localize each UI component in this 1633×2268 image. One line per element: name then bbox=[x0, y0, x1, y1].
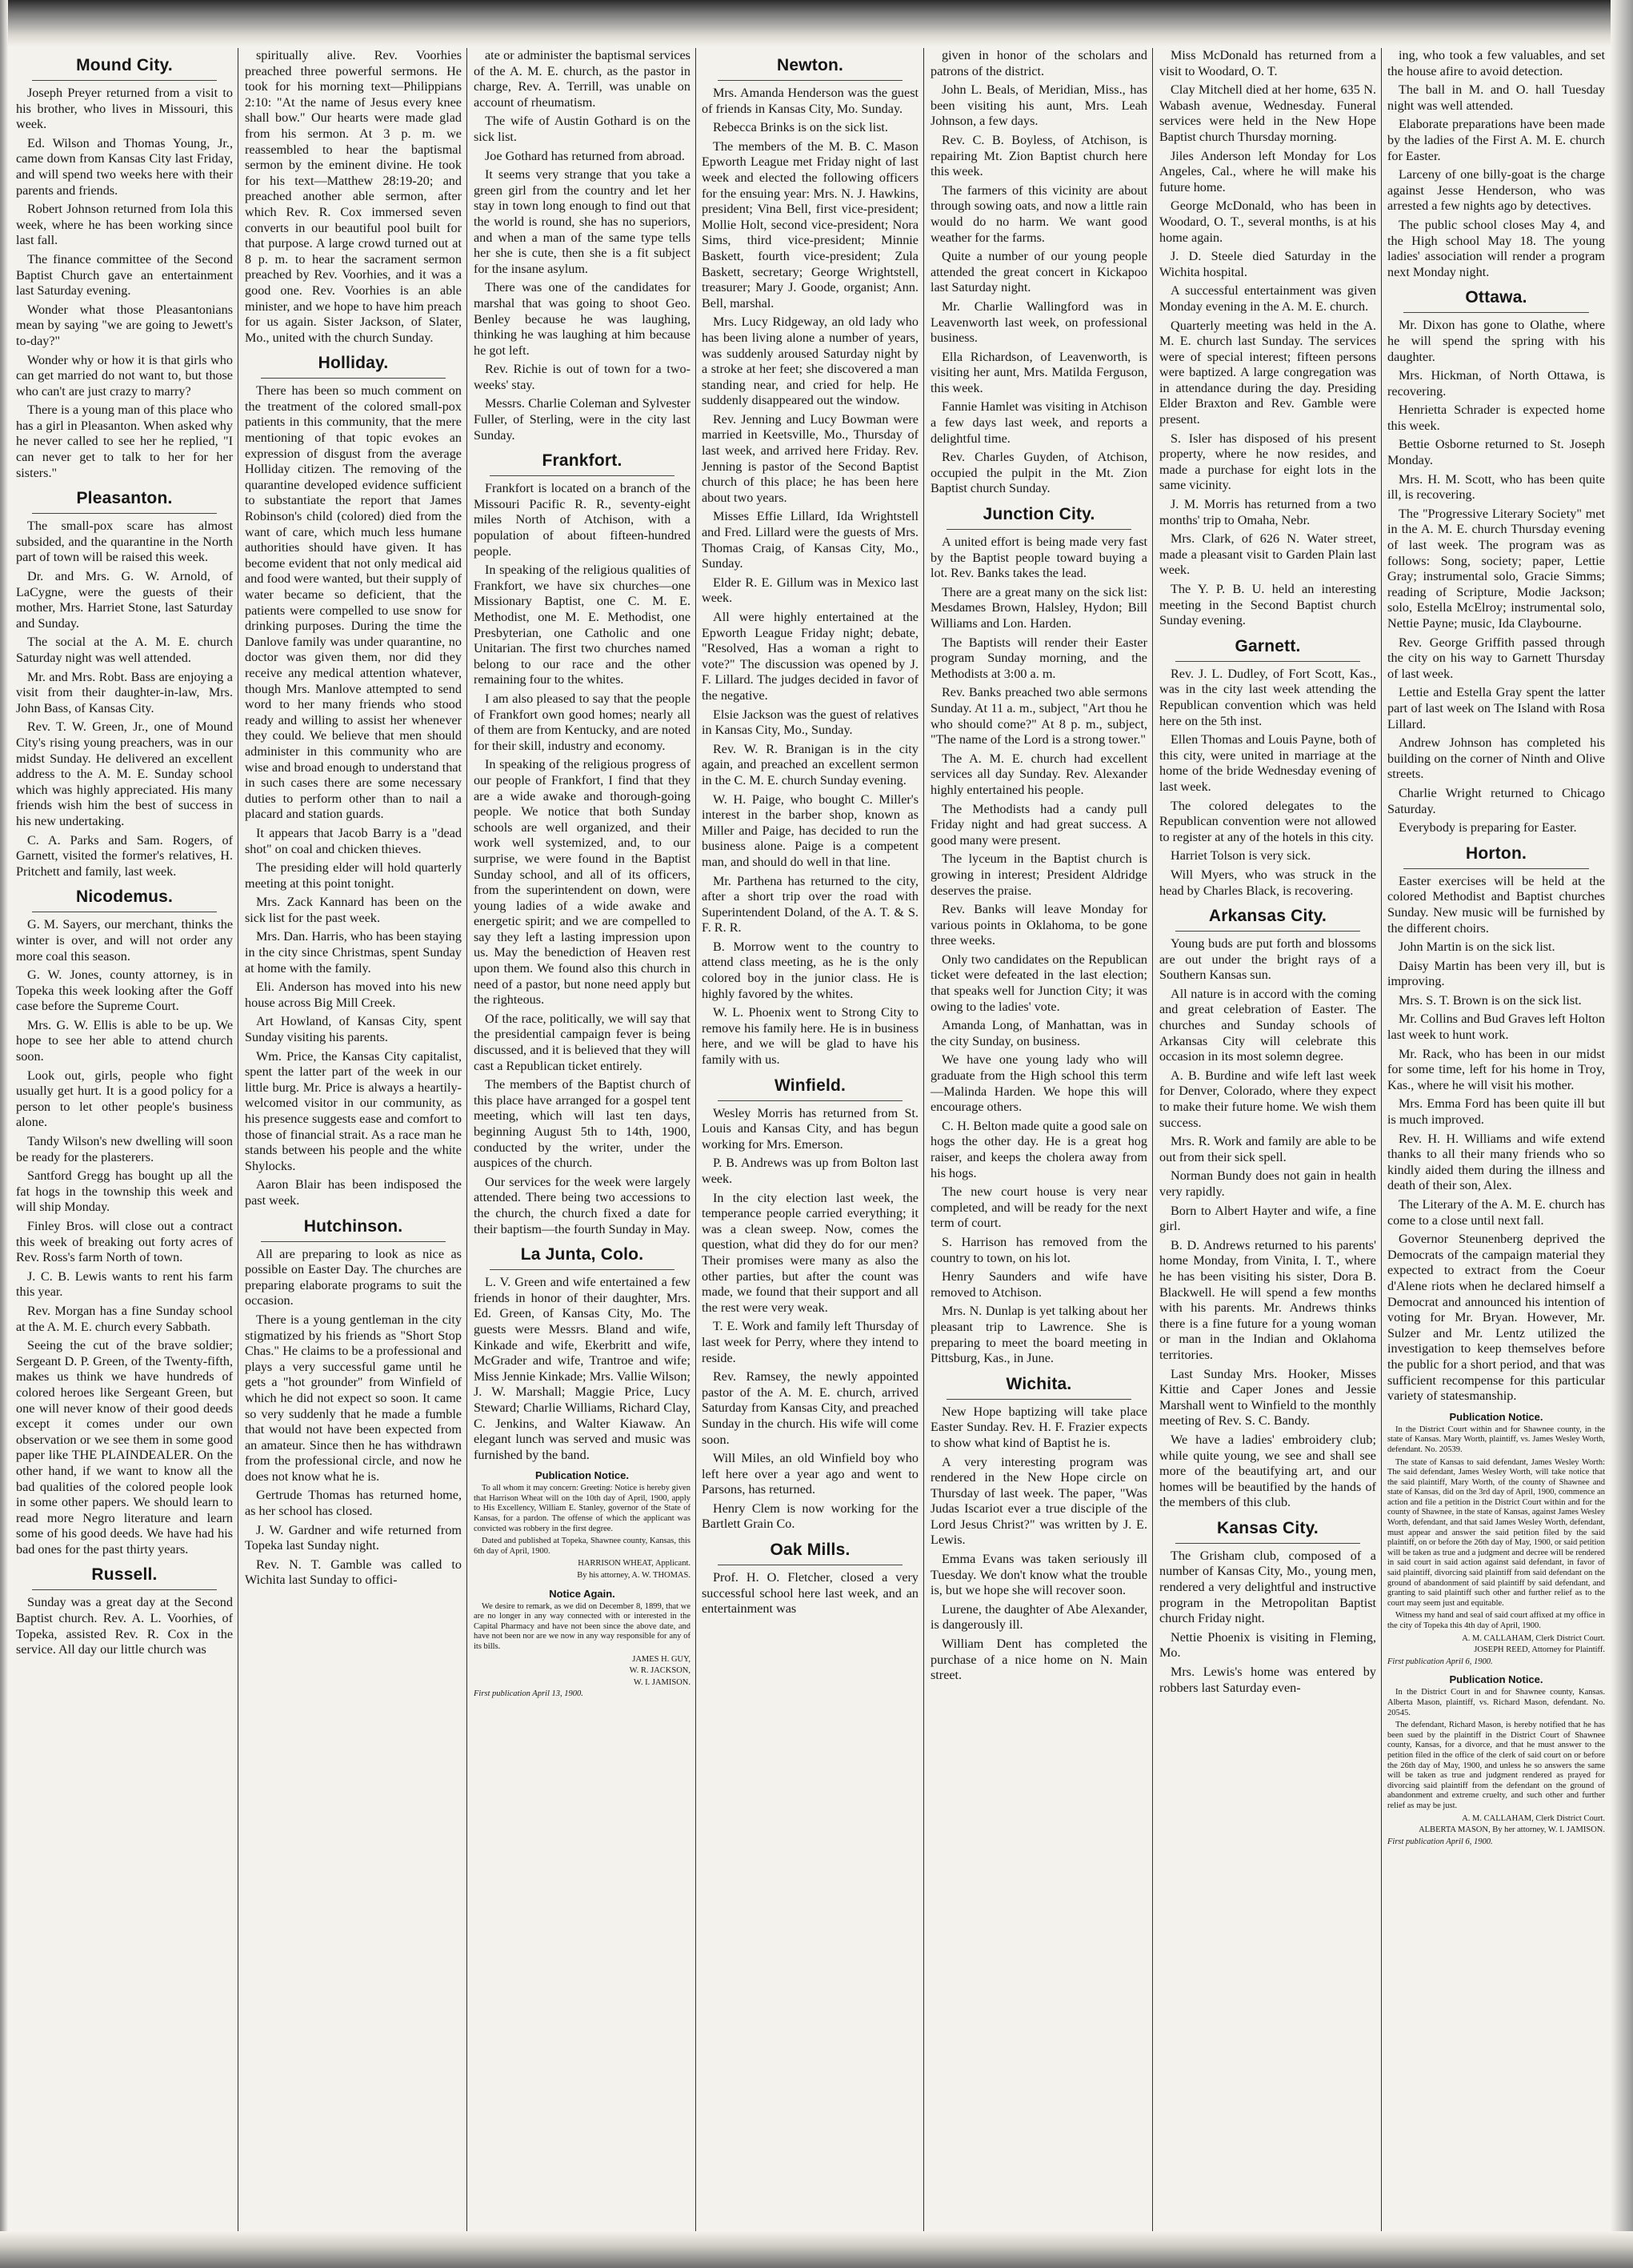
news-item: Robert Johnson returned from Iola this week, where he has been working since last fall. bbox=[16, 202, 233, 248]
news-item: Mrs. Zack Kannard has been on the sick list for the past week. bbox=[245, 895, 462, 925]
news-item: Rev. Banks preached two able sermons Sunday. At 11 a. m., subject, "Art thou he who should come?" At 8 p. m., subject, "The name of the Lord is a strong tower." bbox=[931, 685, 1147, 747]
news-item: Andrew Johnson has completed his building on the corner of Ninth and Olive streets. bbox=[1387, 735, 1605, 782]
news-item: Rev. C. B. Boyless, of Atchison, is repairing Mt. Zion Baptist church here this week. bbox=[931, 132, 1147, 179]
news-item: The members of the Baptist church of this place have arranged for a gospel tent meeting, which will last ten days, beginning August 5th to 14th, 1900, conducted by the writer, under the auspices of the church. bbox=[474, 1077, 690, 1171]
news-item: Born to Albert Hayter and wife, a fine girl. bbox=[1159, 1203, 1376, 1234]
news-item: Mrs. Amanda Henderson was the guest of friends in Kansas City, Mo. Sunday. bbox=[702, 86, 919, 116]
news-item: In the city election last week, the temperance people carried everything; it was a clean sweep. Now, comes the question, what did they do for our men? Their promises were many as also the other parties, but after the count was made, we found that their support and all the rest were very weak. bbox=[702, 1190, 919, 1315]
news-item: There is a young man of this place who has a girl in Pleasanton. When asked why he never called to see her he replied, "I can never get to talk to her for her sisters." bbox=[16, 403, 233, 480]
news-item: spiritually alive. Rev. Voorhies preached three powerful sermons. He took for his morning text—Philippians 2:10: "At the name of Jesus every knee shall bow." Our hearts were made glad from his sermon. At 3 p. m. we reassembled to hear the baptismal sermon by the eminent divine. He took for his text—Matthew 28:19-20; and preached another able sermon, after which Rev. R. Cox immersed seven converts in our beautiful pool built for that purpose. A large crowd turned out at 8 p. m. to hear the sacrament sermon preached by Rev. Voorhies, and it was a good one. Rev. Voorhies is an able minister, and we hope to have him preach for us again. Sister Jackson, of Slater, Mo., united with the church Sunday. bbox=[245, 48, 462, 345]
news-item: Rev. J. L. Dudley, of Fort Scott, Kas., was in the city last week attending the Republican convention which was held here on the 5th inst. bbox=[1159, 666, 1376, 728]
notice-signature: JAMES H. GUY, bbox=[632, 1654, 690, 1664]
news-item: The Methodists had a candy pull Friday night and had great success. A good many were present. bbox=[931, 801, 1147, 847]
news-item: Mrs. G. W. Ellis is able to be up. We hope to see her able to attend church soon. bbox=[16, 1017, 233, 1064]
news-item: Mrs. S. T. Brown is on the sick list. bbox=[1399, 992, 1582, 1008]
news-item: We have a ladies' embroidery club; while quite young, we see and shall see more of the beautifying art, and our homes will be beautified by the hands of the members of this club. bbox=[1159, 1432, 1376, 1510]
news-item: Quarterly meeting was held in the A. M. E. church last Sunday. The services were of special interest; fifteen persons were baptized. A large congregation was in attendance during the day. Presiding Elder Braxton and Rev. Gamble were present. bbox=[1159, 318, 1376, 427]
news-item: Joseph Preyer returned from a visit to his brother, who lives in Missouri, this week. bbox=[16, 86, 233, 132]
heading-rule bbox=[718, 80, 903, 81]
publication-date: First publication April 6, 1900. bbox=[1387, 1837, 1493, 1846]
news-item: The social at the A. M. E. church Saturday night was well attended. bbox=[16, 635, 233, 665]
news-item: J. W. Gardner and wife returned from Topeka last Sunday night. bbox=[245, 1522, 462, 1553]
section-heading: Winfield. bbox=[774, 1076, 847, 1095]
news-item: Wesley Morris has returned from St. Louis and Kansas City, and has begun working for Mrs. Emerson. bbox=[702, 1105, 919, 1152]
notice-signature: By his attorney, A. W. THOMAS. bbox=[577, 1571, 690, 1581]
notice-signature: W. I. JAMISON. bbox=[633, 1677, 690, 1687]
heading-rule bbox=[1403, 312, 1589, 313]
news-item: Dr. and Mrs. G. W. Arnold, of LaCygne, were the guests of their mother, Mrs. Harriet Stone, last Saturday and Sunday. bbox=[16, 569, 233, 631]
notice-text: To all whom it may concern: Greeting: Notice is hereby given that Harrison Wheat will on the 10th day of April, 1900, apply to His Excellency, William E. Stanley, governor of the State of Kansas, for a pardon. The offense of which the applicant was convicted was robbery in the first degree. bbox=[474, 1484, 690, 1533]
news-item: The "Progressive Literary Society" met in the A. M. E. church Thursday evening of last week. The program was as follows: Song, society; paper, Lettie Gray; instrumental solo, Gracie Simms; reading of Scripture, Modie Jackson; solo, Estella McElroy; instrumental solo, Nettie Payne; music, Ida Claybourne. bbox=[1387, 506, 1605, 631]
news-item: Mrs. Lewis's home was entered by robbers last Saturday even- bbox=[1159, 1665, 1376, 1695]
news-item: T. E. Work and family left Thursday of last week for Perry, where they intend to reside. bbox=[702, 1319, 919, 1365]
news-item: Rev. George Griffith passed through the city on his way to Garnett Thursday of last week. bbox=[1387, 635, 1605, 681]
news-item: L. V. Green and wife entertained a few friends in honor of their daughter, Mrs. Ed. Green, of Kansas City, Mo. The guests were Messrs. Bland and wife, Kinkade and wife, Ekerbritt and wife, McGrader and wife, Trantroe and wife; Miss Jennie Kinkade; Mrs. Vallie Wilson; J. W. Marshall; Maggie Price, Lucy Steward; Charlie Williams, Richard Clay, C. Jenkins, and Walter Kiawaw. An elegant lunch was served and music was furnished by the band. bbox=[474, 1275, 690, 1462]
news-item: We have one young lady who will graduate from the High school this term—Malinda Harden. We hope this will encourage others. bbox=[931, 1052, 1147, 1115]
news-item: Harriet Tolson is very sick. bbox=[1171, 848, 1311, 864]
notice-text: Dated and published at Topeka, Shawnee county, Kansas, this 6th day of April, 1900. bbox=[474, 1537, 690, 1556]
news-item: Mrs. Dan. Harris, who has been staying in the city since Christmas, spent Sunday at home with the family. bbox=[245, 929, 462, 976]
news-item: Look out, girls, people who fight usually get hurt. It is a good policy for a person to let other people's business alone. bbox=[16, 1068, 233, 1130]
column-7 bbox=[1383, 48, 1610, 2231]
notice-text: We desire to remark, as we did on December 8, 1899, that we are no longer in any way connected with or interested in the Capital Pharmacy and have not been since the above date, and have not been nor are we now in any way responsible for any of its bills. bbox=[474, 1601, 690, 1651]
news-item: Governor Steunenberg deprived the Democrats of the campaign material they expected to extract from the Coeur d'Alene riots when he declared himself a Democrat and announced his intention of voting for Mr. Bryan. However, Mr. Sulzer and Mr. Lentz utilized the investigation to keep themselves before the public for a short period, and that was sufficient recompense for this particular variety of statesmanship. bbox=[1387, 1232, 1605, 1404]
news-item: Rev. T. W. Green, Jr., one of Mound City's rising young preachers, was in our midst Sunday. He delivered an excellent address to the A. M. E. Sunday school which was highly appreciated. His many friends wish him the best of success in his new undertaking. bbox=[16, 719, 233, 828]
section-heading: Newton. bbox=[776, 56, 844, 74]
news-item: Ellen Thomas and Louis Payne, both of this city, were united in marriage at the home of the bride Wednesday evening of last week. bbox=[1159, 732, 1376, 794]
news-item: P. B. Andrews was up from Bolton last week. bbox=[702, 1156, 919, 1186]
section-heading: Garnett. bbox=[1235, 636, 1301, 655]
section-heading: Hutchinson. bbox=[303, 1216, 403, 1236]
news-item: Mrs. Hickman, of North Ottawa, is recovering. bbox=[1387, 368, 1605, 399]
news-item: Larceny of one billy-goat is the charge against Jesse Henderson, who was arrested a few nights ago by detectives. bbox=[1387, 167, 1605, 214]
section-heading: Horton. bbox=[1465, 843, 1527, 863]
news-item: Mr. Dixon has gone to Olathe, where he will spend the spring with his daughter. bbox=[1387, 318, 1605, 364]
news-item: In speaking of the religious qualities of Frankfort, we have six churches—one Missionary Baptist, one C. M. E. Methodist, one M. E. Methodist, one Presbyterian, one Catholic and one Unitarian. The first two churches named belong to our race and the other remaining four to the whites. bbox=[474, 563, 690, 687]
news-item: Wonder why or how it is that girls who can get married do not want to, but those who can't are just crazy to marry? bbox=[16, 352, 233, 399]
column-3 bbox=[469, 48, 696, 2231]
heading-rule bbox=[1175, 1543, 1360, 1544]
news-item: Charlie Wright returned to Chicago Saturday. bbox=[1387, 785, 1605, 816]
news-item: Mr. Collins and Bud Graves left Holton last week to hunt work. bbox=[1387, 1012, 1605, 1043]
notice-text: In the District Court in and for Shawnee county, Kansas. Alberta Mason, plaintiff, vs. Richard Mason, defendant. No. 20545. bbox=[1387, 1688, 1605, 1717]
news-item: Norman Bundy does not gain in health very rapidly. bbox=[1159, 1168, 1376, 1199]
news-item: The new court house is very near completed, and will be ready for the next term of court. bbox=[931, 1184, 1147, 1231]
section-heading: Frankfort. bbox=[542, 451, 622, 471]
heading-rule bbox=[490, 1269, 674, 1270]
news-item: It seems very strange that you take a green girl from the country and let her stay in town long enough to find out that the world is round, she has no superiors, and when a man of the same type tells her she is cute, then she is a fit subject for the insane asylum. bbox=[474, 167, 690, 276]
news-item: Aaron Blair has been indisposed the past week. bbox=[245, 1177, 462, 1208]
news-item: Wm. Price, the Kansas City capitalist, spent the latter part of the week in our little burg. Mr. Price is always a heartily-welcomed visitor in our community, as his presence suggests ease and comfort to those of financial strait. As a race man he stands between his people and the white Shylocks. bbox=[245, 1048, 462, 1173]
column-6 bbox=[1155, 48, 1382, 2231]
news-item: Everybody is preparing for Easter. bbox=[1399, 820, 1577, 835]
news-item: Ella Richardson, of Leavenworth, is visiting her aunt, Mrs. Matilda Ferguson, this week. bbox=[931, 349, 1147, 395]
heading-rule bbox=[1403, 868, 1589, 869]
heading-rule bbox=[261, 378, 446, 379]
news-item: Will Myers, who was struck in the head by Charles Black, is recovering. bbox=[1159, 867, 1376, 898]
news-item: Misses Effie Lillard, Ida Wrightstell and Fred. Lillard were the guests of Mrs. Thomas Craig, of Kansas City, Mo., Sunday. bbox=[702, 509, 919, 571]
section-heading: Junction City. bbox=[983, 505, 1095, 524]
news-item: Rev. Banks will leave Monday for various points in Oklahoma, to be gone three weeks. bbox=[931, 902, 1147, 948]
news-item: Elder R. E. Gillum was in Mexico last week. bbox=[702, 575, 919, 606]
heading-rule bbox=[947, 529, 1131, 530]
news-item: Will Miles, an old Winfield boy who left here over a year ago and went to Parsons, has returned. bbox=[702, 1451, 919, 1497]
news-item: Daisy Martin has been very ill, but is improving. bbox=[1387, 958, 1605, 989]
news-item: In speaking of the religious progress of our people of Frankfort, I find that they are a wide awake and thorough-going people. We notice that both Sunday schools are well organized, and their work well systemized, and, to our surprise, we were found in the Baptist Sunday school, and all of its officers, from the superintendent on down, were young ladies of a wide awake and energetic spirit; and we are compelled to say they left a lasting impression upon us. May the benediction of Heaven rest upon them. We found also this church in need of a pastor, but none need apply but the righteous. bbox=[474, 757, 690, 1008]
news-item: Messrs. Charlie Coleman and Sylvester Fuller, of Sterling, were in the city last Sunday. bbox=[474, 396, 690, 443]
news-item: New Hope baptizing will take place Easter Sunday. Rev. H. F. Frazier expects to show what kind of Baptist he is. bbox=[931, 1404, 1147, 1450]
news-item: B. Morrow went to the country to attend class meeting, as he is the only colored boy in the junior class. He is highly favored by the whites. bbox=[702, 939, 919, 1001]
heading-rule bbox=[261, 1241, 446, 1242]
news-item: The members of the M. B. C. Mason Epworth League met Friday night of last week and elected the following officers for the ensuing year: Mrs. N. J. Hawkins, president; Vina Bell, first vice-president; Mollie Holt, second vice-president; Nora Sims, third vice-president; Minnie Baskett, fourth vice-president; Zula Baskett, secretary; George Wrightstell, treasurer; Mary J. Goode, organist; Ann. Bell, marshal. bbox=[702, 138, 919, 311]
notice-signature: A. M. CALLAHAM, Clerk District Court. bbox=[1462, 1633, 1605, 1643]
news-item: Clay Mitchell died at her home, 635 N. Wabash avenue, Wednesday. Funeral services were held in the New Hope Baptist church Thursday morning. bbox=[1159, 82, 1376, 144]
news-item: John Martin is on the sick list. bbox=[1399, 940, 1555, 955]
news-item: Mrs. Lucy Ridgeway, an old lady who has been living alone a number of years, was suddenly aroused Saturday night by a stroke at her feet; she discovered a man standing near, and cried for help. He suddenly disappeared out the window. bbox=[702, 315, 919, 408]
notice-signature: A. M. CALLAHAM, Clerk District Court. bbox=[1462, 1813, 1605, 1823]
news-item: J. M. Morris has returned from a two months' trip to Omaha, Nebr. bbox=[1159, 497, 1376, 527]
news-item: Elsie Jackson was the guest of relatives in Kansas City, Mo., Sunday. bbox=[702, 707, 919, 738]
news-item: The A. M. E. church had excellent services all day Sunday. Rev. Alexander highly entertained his people. bbox=[931, 751, 1147, 797]
heading-rule bbox=[1175, 931, 1360, 932]
section-heading: Holliday. bbox=[318, 354, 389, 373]
news-item: Joe Gothard has returned from abroad. bbox=[485, 148, 685, 163]
newspaper-columns bbox=[11, 48, 1611, 2231]
news-item: The lyceum in the Baptist church is growing in interest; President Aldridge deserves the praise. bbox=[931, 852, 1147, 898]
news-item: Tandy Wilson's new dwelling will soon be ready for the plasterers. bbox=[16, 1134, 233, 1164]
news-item: C. A. Parks and Sam. Rogers, of Garnett, visited the former's relatives, H. Pritchett and family, last week. bbox=[16, 832, 233, 879]
news-item: The small-pox scare has almost subsided, and the quarantine in the North part of town will be raised this week. bbox=[16, 519, 233, 565]
news-item: There was one of the candidates for marshal that was going to shoot Geo. Benley because he was laughing, thinking he was laughing at him because he got left. bbox=[474, 280, 690, 358]
news-item: The finance committee of the Second Baptist Church gave an entertainment last Saturday evening. bbox=[16, 251, 233, 299]
news-item: All nature is in accord with the coming and great celebration of Easter. The churches and Sunday schools of Arkansas City will celebrate this occasion in its most solemn degree. bbox=[1159, 986, 1376, 1064]
news-item: Last Sunday Mrs. Hooker, Misses Kittie and Caper Jones and Jessie Marshall went to Winfield to the monthly meeting of Rev. S. C. Bandy. bbox=[1159, 1366, 1376, 1429]
column-1 bbox=[11, 48, 238, 2231]
news-item: Amanda Long, of Manhattan, was in the city Sunday, on business. bbox=[931, 1018, 1147, 1048]
news-item: Art Howland, of Kansas City, spent Sunday visiting his parents. bbox=[245, 1014, 462, 1045]
news-item: Frankfort is located on a branch of the Missouri Pacific R. R., seventy-eight miles North of Atchison, with a population of about fifteen-hundred people. bbox=[474, 481, 690, 559]
news-item: A very interesting program was rendered in the New Hope circle on Thursday of last week. The paper, "Was Judas Iscariot ever a true disciple of the Lord Jesus Christ?" was written by J. E. Lewis. bbox=[931, 1454, 1147, 1548]
news-item: Santford Gregg has bought up all the fat hogs in the township this week and will ship Monday. bbox=[16, 1168, 233, 1215]
notice-text: The defendant, Richard Mason, is hereby notified that he has been sued by the plaintiff in the District Court of Shawnee county, Kansas, for a divorce, and that he must answer to the petition filed in the office of the clerk of said court on or before the 26th day of May, 1900, and unless he so answers the same will be taken as true and judgment rendered as prayed for divorcing said plaintiff from the defendant on the ground of abandonment and extreme cruelty, and such other and further relief as may be just. bbox=[1387, 1721, 1605, 1810]
notice-title: Notice Again. bbox=[549, 1587, 615, 1600]
page-right-edge bbox=[1611, 0, 1633, 2268]
news-item: William Dent has completed the purchase of a nice home on N. Main street. bbox=[931, 1637, 1147, 1683]
column-5 bbox=[926, 48, 1153, 2231]
news-item: J. C. B. Lewis wants to rent his farm this year. bbox=[16, 1268, 233, 1300]
page-left-edge bbox=[0, 0, 8, 2268]
news-item: Quite a number of our young people attended the great concert in Kickapoo last Saturday night. bbox=[931, 249, 1147, 295]
heading-rule bbox=[718, 1100, 903, 1101]
news-item: There are a great many on the sick list: Mesdames Brown, Halsley, Hydon; Bill Williams and Lon. Harden. bbox=[931, 584, 1147, 631]
news-item: It appears that Jacob Barry is a "dead shot" on coal and chicken thieves. bbox=[245, 825, 462, 856]
news-item: Rev. W. R. Branigan is in the city again, and preached an excellent sermon in the C. M. E. church Sunday evening. bbox=[702, 741, 919, 787]
news-item: Rev. Charles Guyden, of Atchison, occupied the pulpit in the Mt. Zion Baptist church Sunday. bbox=[931, 450, 1147, 496]
news-item: All are preparing to look as nice as possible on Easter Day. The churches are preparing elaborate programs to suit the occasion. bbox=[245, 1246, 462, 1308]
notice-title: Publication Notice. bbox=[1449, 1410, 1543, 1423]
notice-signature: HARRISON WHEAT, Applicant. bbox=[578, 1559, 690, 1569]
news-item: The farmers of this vicinity are about through sowing oats, and now a little rain would do no harm. We want good weather for the farms. bbox=[931, 182, 1147, 245]
section-heading: Wichita. bbox=[1006, 1374, 1072, 1393]
section-heading: Kansas City. bbox=[1217, 1518, 1319, 1537]
section-heading: Arkansas City. bbox=[1208, 907, 1327, 926]
news-item: Eli. Anderson has moved into his new house across Big Mill Creek. bbox=[245, 980, 462, 1010]
column-4 bbox=[697, 48, 924, 2231]
notice-signature: JOSEPH REED, Attorney for Plaintiff. bbox=[1474, 1645, 1605, 1655]
section-heading: Mound City. bbox=[76, 56, 173, 74]
news-item: Prof. H. O. Fletcher, closed a very successful school here last week, and an entertainment was bbox=[702, 1570, 919, 1617]
news-item: Henrietta Schrader is expected home this week. bbox=[1387, 403, 1605, 433]
news-item: Mrs. H. M. Scott, who has been quite ill, is recovering. bbox=[1387, 471, 1605, 503]
news-item: The wife of Austin Gothard is on the sick list. bbox=[474, 114, 690, 144]
heading-rule bbox=[32, 80, 217, 81]
news-item: Rev. Morgan has a fine Sunday school at the A. M. E. church every Sabbath. bbox=[16, 1303, 233, 1334]
notice-text: Witness my hand and seal of said court affixed at my office in the city of Topeka this 4th day of April, 1900. bbox=[1387, 1611, 1605, 1630]
news-item: Jiles Anderson left Monday for Los Angeles, Cal., where he will make his future home. bbox=[1159, 148, 1376, 194]
section-heading: La Junta, Colo. bbox=[520, 1245, 644, 1264]
notice-signature: W. R. JACKSON, bbox=[629, 1666, 690, 1676]
news-item: Mr. and Mrs. Robt. Bass are enjoying a visit from their daughter-in-law, Mrs. John Bass, of Kansas City. bbox=[16, 669, 233, 715]
news-item: Rebecca Brinks is on the sick list. bbox=[713, 120, 888, 135]
news-item: I am also pleased to say that the people of Frankfort own good homes; nearly all of them are from Kentucky, and are noted for their skill, industry and economy. bbox=[474, 691, 690, 753]
news-item: Our services for the week were largely attended. There being two accessions to the church, the church fixed a date for their baptism—the fourth Sunday in May. bbox=[474, 1174, 690, 1236]
page-top-edge bbox=[0, 0, 1633, 46]
heading-rule bbox=[32, 1589, 217, 1590]
heading-rule bbox=[490, 475, 674, 476]
news-item: Sunday was a great day at the Second Baptist church. Rev. A. L. Voorhies, of Topeka, assisted Rev. R. Cox in the service. All day our little church was bbox=[16, 1595, 233, 1657]
news-item: Mrs. R. Work and family are able to be out from their sick spell. bbox=[1159, 1134, 1376, 1164]
news-item: Mrs. N. Dunlap is yet talking about her pleasant trip to Lawrence. She is preparing to meet the board meeting in Pittsburg, Kas., in June. bbox=[931, 1304, 1147, 1366]
news-item: Nettie Phoenix is visiting in Fleming, Mo. bbox=[1159, 1629, 1376, 1661]
news-item: Mr. Charlie Wallingford was in Leavenworth last week, on professional business. bbox=[931, 299, 1147, 346]
news-item: The colored delegates to the Republican convention were not allowed to register at any of the hotels in this city. bbox=[1159, 798, 1376, 844]
news-item: Henry Clem is now working for the Bartlett Grain Co. bbox=[702, 1501, 919, 1532]
news-item: Mrs. Clark, of 626 N. Water street, made a pleasant visit to Garden Plain last week. bbox=[1159, 531, 1376, 578]
section-heading: Nicodemus. bbox=[75, 888, 174, 907]
news-item: The Grisham club, composed of a number of Kansas City, Mo., young men, rendered a very delightful and instructive program in the Metropolitan Baptist church Friday night. bbox=[1159, 1548, 1376, 1626]
news-item: The ball in M. and O. hall Tuesday night was well attended. bbox=[1387, 82, 1605, 113]
page-bottom-edge bbox=[0, 2231, 1633, 2268]
section-heading: Pleasanton. bbox=[76, 489, 173, 508]
news-item: W. L. Phoenix went to Strong City to remove his family here. He is in business here, and we will be glad to have his family with us. bbox=[702, 1005, 919, 1068]
news-item: John L. Beals, of Meridian, Miss., has been visiting his aunt, Mrs. Leah Johnson, a few days. bbox=[931, 82, 1147, 129]
news-item: Rev. Richie is out of town for a two-weeks' stay. bbox=[474, 362, 690, 392]
notice-text: In the District Court within and for Shawnee county, in the state of Kansas. Mary Worth, plaintiff, vs. James Wesley Worth, defendant. No. 20539. bbox=[1387, 1425, 1605, 1454]
news-item: Mrs. Emma Ford has been quite ill but is much improved. bbox=[1387, 1096, 1605, 1128]
news-item: Lurene, the daughter of Abe Alexander, is dangerously ill. bbox=[931, 1601, 1147, 1633]
news-item: Seeing the cut of the brave soldier; Sergeant D. P. Green, of the Twenty-fifth, makes us think we have hundreds of colored heroes like Sergeant Green, but one will never know of their good deeds except it comes under our own observation or we see them in some good paper like THE PLAINDEALER. On the other hand, if we want to know all the bad qualities of the colored people look in some other papers. We should learn to read more Negro literature and learn some of his good deeds. We have had his bad ones for the past thirty years. bbox=[16, 1338, 233, 1557]
news-item: ing, who took a few valuables, and set the house afire to avoid detection. bbox=[1387, 48, 1605, 78]
section-heading: Russell. bbox=[91, 1565, 158, 1585]
news-item: The Baptists will render their Easter program Sunday morning, and the Methodists at 3:00 a. m. bbox=[931, 635, 1147, 681]
notice-title: Publication Notice. bbox=[1449, 1673, 1543, 1686]
news-item: Mr. Rack, who has been in our midst for some time, left for his home in Troy, Kas., where he will visit his mother. bbox=[1387, 1046, 1605, 1092]
news-item: S. Harrison has removed from the country to town, on his lot. bbox=[931, 1234, 1147, 1265]
news-item: W. H. Paige, who bought C. Miller's interest in the barber shop, known as Miller and Paige, has decided to run the business alone. Paige is a competent man, and should do well in that line. bbox=[702, 791, 919, 869]
news-item: Gertrude Thomas has returned home, as her school has closed. bbox=[245, 1488, 462, 1519]
notice-text: The state of Kansas to said defendant, James Wesley Worth: The said defendant, James Wesley Worth, will take notice that the said plaintiff, Mary Worth, of the county of Shawnee and state of Kansas, did on the 3rd day of April, 1900, commence an action and file a petition in the District Court within and for the county of Shawnee, in the state of Kansas, against James Wesley Worth, defendant, and that said James Wesley Worth, defendant, must appear and answer the said petition filed by the said plaintiff, on or before the 26th day of May, 1900, or said petition will be taken as true and a judgment and decree will be rendered in said court in said action against said defendant, in favor of said plaintiff, divorcing said plaintiff from said defendant on the ground of abandonment of said plaintiff by said defendant, and granting to said plaintiff such other and further relief as to the court may seem just and equitable. bbox=[1387, 1457, 1605, 1608]
news-item: The Y. P. B. U. held an interesting meeting in the Second Baptist church Sunday evening. bbox=[1159, 582, 1376, 628]
column-2 bbox=[240, 48, 467, 2231]
news-item: J. D. Steele died Saturday in the Wichita hospital. bbox=[1159, 249, 1376, 279]
news-item: Rev. Ramsey, the newly appointed pastor of the A. M. E. church, arrived Saturday from Kansas City, and preached Sunday in the church. His wife will come soon. bbox=[702, 1369, 919, 1447]
news-item: Rev. N. T. Gamble was called to Wichita last Sunday to offici- bbox=[245, 1557, 462, 1588]
publication-date: First publication April 6, 1900. bbox=[1387, 1657, 1493, 1666]
news-item: There is a young gentleman in the city stigmatized by his friends as "Short Stop Chas." He claims to be a professional and plays a very successful game until he gets a "hot grounder" from Winfield of which he did not expect so soon. It came so very suddenly that he made a fumble that would not have been expected from an amateur. Since then he has withdrawn from the professional circle, and now he does not know what he is. bbox=[245, 1312, 462, 1484]
news-item: A united effort is being made very fast by the Baptist people toward buying a lot. Rev. Banks takes the lead. bbox=[931, 535, 1147, 581]
news-item: A successful entertainment was given Monday evening in the A. M. E. church. bbox=[1159, 283, 1376, 314]
news-item: Rev. H. H. Williams and wife extend thanks to all their many friends who so kindly aided them during the illness and death of their son, Alex. bbox=[1387, 1131, 1605, 1193]
publication-date: First publication April 13, 1900. bbox=[474, 1689, 583, 1699]
heading-rule bbox=[32, 513, 217, 514]
section-heading: Ottawa. bbox=[1465, 288, 1527, 307]
news-item: Henry Saunders and wife have removed to Atchison. bbox=[931, 1269, 1147, 1300]
news-item: George McDonald, who has been in Woodard, O. T., several months, is at his home again. bbox=[1159, 198, 1376, 245]
heading-rule bbox=[947, 1399, 1131, 1400]
news-item: The presiding elder will hold quarterly meeting at this point tonight. bbox=[245, 860, 462, 891]
news-item: G. M. Sayers, our merchant, thinks the winter is over, and will not order any more coal this season. bbox=[16, 917, 233, 964]
news-item: Elaborate preparations have been made by the ladies of the First A. M. E. church for Easter. bbox=[1387, 117, 1605, 163]
notice-title: Publication Notice. bbox=[534, 1469, 629, 1482]
news-item: A. B. Burdine and wife left last week for Denver, Colorado, where they expect to make their future home. We wish them success. bbox=[1159, 1068, 1376, 1130]
news-item: All were highly entertained at the Epworth League Friday night; debate, "Resolved, Has a woman a right to vote?" The discussion was opened by J. F. Lillard. The judges decided in favor of the negative. bbox=[702, 610, 919, 703]
news-item: Lettie and Estella Gray spent the latter part of last week on The Island with Rosa Lillard. bbox=[1387, 685, 1605, 731]
heading-rule bbox=[1175, 661, 1360, 662]
news-item: Miss McDonald has returned from a visit to Woodard, O. T. bbox=[1159, 48, 1376, 78]
news-item: G. W. Jones, county attorney, is in Topeka this week looking after the Goff case before the Supreme Court. bbox=[16, 968, 233, 1014]
news-item: Easter exercises will be held at the colored Methodist and Baptist churches Sunday. New music will be furnished by the different choirs. bbox=[1387, 873, 1605, 936]
news-item: Emma Evans was taken seriously ill Tuesday. We don't know what the trouble is, but we hope she will recover soon. bbox=[931, 1552, 1147, 1598]
news-item: C. H. Belton made quite a good sale on hogs the other day. He is a great hog raiser, and keeps the cholera away from his hogs. bbox=[931, 1118, 1147, 1180]
news-item: Fannie Hamlet was visiting in Atchison a few days last week, and reports a delightful time. bbox=[931, 399, 1147, 446]
news-item: Rev. Jenning and Lucy Bowman were married in Keetsville, Mo., Thursday of last week, and arrived here Friday. Rev. Jenning is pastor of the Second Baptist church of this place; he has been here about two years. bbox=[702, 411, 919, 505]
news-item: Finley Bros. will close out a contract this week of breaking out forty acres of Rev. Ross's farm North of town. bbox=[16, 1219, 233, 1265]
news-item: given in honor of the scholars and patrons of the district. bbox=[931, 48, 1147, 78]
news-item: The Literary of the A. M. E. church has come to a close until next fall. bbox=[1387, 1197, 1605, 1228]
news-item: Bettie Osborne returned to St. Joseph Monday. bbox=[1387, 437, 1605, 468]
news-item: The public school closes May 4, and the High school May 18. The young ladies' association will render a program next Monday night. bbox=[1387, 217, 1605, 279]
news-item: Of the race, politically, we will say that the presidential campaign fever is being discussed, and it is believed that they will cast a Republican ticket entirely. bbox=[474, 1011, 690, 1073]
news-item: There has been so much comment on the treatment of the colored small-pox patients in this community, that the mere mentioning of that topic evokes an expression of disgust from the average Holliday citizen. The removing of the quarantine developed evidence sufficient to substantiate the report that James Robinson's child (colored) died from the want of care, which much less humane authorities should have given. It has become evident that not only medical aid and food were wanted, but their supply of water became so deficient, that the patients were compelled to use snow for drinking purposes. During the time the Danlove family was under quarantine, no doctor was given them, nor did they receive any medical attention whatever, though Mrs. Manlove attempted to send word to her many friends who stood ready and willing to assist her whenever they could. We believe that men should administer in this community who are wise and broad enough to understand that in such cases there are some necessary duties to perform other than to nail a placard and station guards. bbox=[245, 383, 462, 822]
news-item: Mr. Parthena has returned to the city, after a short trip over the road with Superintendent Doland, of the A. T. & S. F. R. R. bbox=[702, 873, 919, 936]
news-item: Wonder what those Pleasantonians mean by saying "we are going to Jewett's to-day?" bbox=[16, 302, 233, 348]
news-item: B. D. Andrews returned to his parents' home Monday, from Vinita, I. T., where he has been visiting his sister, Dora B. Blackwell. He will spend a few months with his parents. Mr. Andrews thinks there is a fine future for a young woman or man in the Indian and Oklahoma territories. bbox=[1159, 1237, 1376, 1362]
news-item: Young buds are put forth and blossoms are out under the bright rays of a Southern Kansas sun. bbox=[1159, 936, 1376, 983]
news-item: S. Isler has disposed of his present property, where he now resides, and made a purchase for eight lots in the same vicinity. bbox=[1159, 431, 1376, 493]
notice-signature: ALBERTA MASON, By her attorney, W. I. JAMISON. bbox=[1419, 1825, 1605, 1835]
news-item: Only two candidates on the Republican ticket were defeated in the last election; that speaks well for Junction City; it was owing to the ladies' vote. bbox=[931, 952, 1147, 1014]
news-item: Ed. Wilson and Thomas Young, Jr., came down from Kansas City last Friday, and will spend two weeks here with their parents and friends. bbox=[16, 135, 233, 198]
section-heading: Oak Mills. bbox=[770, 1541, 851, 1560]
news-item: ate or administer the baptismal services of the A. M. E. church, as the pastor in charge, Rev. A. Terrill, was unable on account of rheumatism. bbox=[474, 48, 690, 110]
